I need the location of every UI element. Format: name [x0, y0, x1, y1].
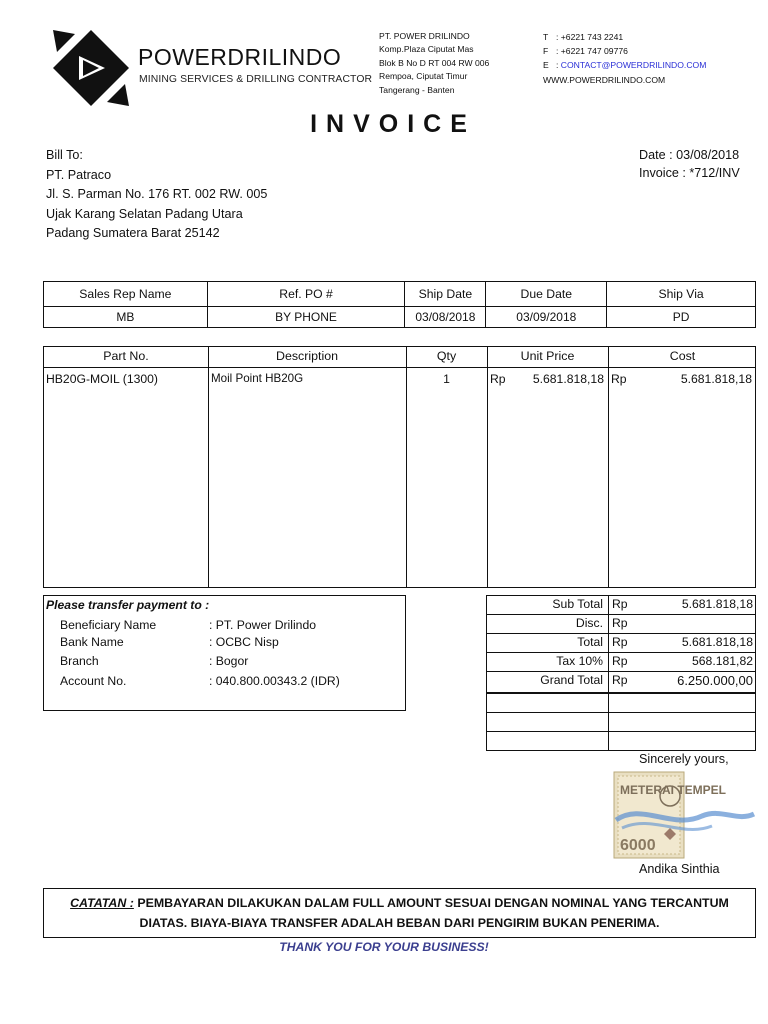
company-contacts — [543, 30, 706, 87]
column-header: Description — [276, 349, 338, 363]
invoice-number: Invoice : *712/INV — [639, 166, 740, 180]
bill-to-line: Ujak Karang Selatan Padang Utara — [46, 206, 243, 221]
signer-name: Andika Sinthia — [639, 862, 720, 876]
payment-row: Account No. : 040.800.00343.2 (IDR) — [60, 674, 340, 688]
grand-total-row: Grand Total Rp 6.250.000,00 — [487, 672, 755, 694]
bill-to-block — [46, 146, 267, 244]
subtotal-row: Sub Total Rp 5.681.818,18 — [487, 596, 755, 615]
subtotal-value: 5.681.818,18 — [681, 597, 753, 611]
payment-row: Bank Name : OCBC Nisp — [60, 635, 279, 649]
company-line: PT. POWER DRILINDO — [379, 31, 470, 41]
payment-instructions — [43, 595, 406, 711]
closing-text: Sincerely yours, — [639, 752, 729, 766]
shipping-value-row — [44, 307, 756, 328]
beneficiary-value: : PT. Power Drilindo — [209, 618, 317, 632]
column-header: Sales Rep Name — [44, 282, 208, 307]
company-line: Blok B No D RT 004 RW 006 — [379, 57, 490, 68]
column-header: Part No. — [103, 349, 149, 363]
unit-price-cell: 5.681.818,18 — [532, 372, 604, 386]
svg-text:6000: 6000 — [620, 837, 656, 854]
ref-po-value: BY PHONE — [207, 307, 405, 328]
company-line: Tangerang - Banten — [379, 84, 455, 95]
ship-date-value: 03/08/2018 — [405, 307, 486, 328]
branch-value: : Bogor — [209, 654, 249, 668]
payment-row: Branch : Bogor — [60, 654, 249, 668]
column-header: Cost — [669, 349, 696, 363]
thank-you-message: THANK YOU FOR YOUR BUSINESS! — [279, 940, 489, 954]
sales-rep-value: MB — [44, 307, 208, 328]
items-table — [43, 346, 756, 588]
revenue-stamp-icon — [612, 770, 756, 860]
due-date-value: 03/09/2018 — [486, 307, 607, 328]
company-line: Rempoa, Ciputat Timur — [379, 71, 468, 82]
column-header: Ship Via — [607, 282, 756, 307]
email-link[interactable]: CONTACT@POWERDRILINDO.COM — [560, 60, 707, 71]
payment-row: Beneficiary Name : PT. Power Drilindo — [60, 618, 317, 632]
column-header: Ref. PO # — [207, 282, 405, 307]
brand-tagline: MINING SERVICES & DRILLING CONTRACTOR — [139, 74, 373, 85]
bank-name-value: : OCBC Nisp — [209, 635, 279, 649]
column-divider — [608, 347, 609, 587]
column-divider — [208, 347, 209, 587]
note-line-2: DIATAS. BIAYA-BIAYA TRANSFER ADALAH BEBAN DARI PENGIRIM BUKAN PENERIMA. — [139, 916, 660, 930]
svg-text:METERAI TEMPEL: METERAI TEMPEL — [620, 783, 727, 797]
ship-via-value: PD — [607, 307, 756, 328]
fax-line: F : +6221 747 09776 — [543, 46, 628, 57]
column-divider — [487, 347, 488, 587]
total-row: Total Rp 5.681.818,18 — [487, 634, 755, 653]
invoice-date: Date : 03/08/2018 — [639, 148, 740, 162]
description-cell: Moil Point HB20G — [211, 372, 304, 385]
header-divider — [44, 367, 755, 368]
column-header: Unit Price — [520, 349, 575, 363]
column-header: Due Date — [486, 282, 607, 307]
part-no-cell: HB20G-MOIL (1300) — [46, 372, 158, 386]
company-logo-icon — [53, 30, 129, 106]
fax-number: : +6221 747 09776 — [556, 46, 628, 57]
company-address — [379, 30, 489, 97]
payment-title: Please transfer payment to : — [46, 598, 210, 612]
shipping-table — [43, 281, 756, 328]
brand-name: POWERDRILINDO — [138, 44, 342, 70]
column-header: Qty — [436, 349, 457, 363]
invoice-meta — [639, 146, 740, 182]
grand-total-value: 6.250.000,00 — [677, 673, 753, 688]
discount-row: Disc. Rp — [487, 615, 755, 634]
website-link[interactable]: WWW.POWERDRILINDO.COM — [543, 74, 666, 85]
note-box — [43, 888, 756, 938]
unit-currency-cell: Rp — [490, 372, 506, 386]
note-label: CATATAN : — [70, 896, 134, 910]
empty-row — [487, 732, 755, 750]
phone-line: T : +6221 743 2241 — [543, 32, 624, 42]
column-header: Ship Date — [405, 282, 486, 307]
company-line: Komp.Plaza Ciputat Mas — [379, 44, 474, 55]
account-number-value: : 040.800.00343.2 (IDR) — [209, 674, 340, 688]
empty-row — [487, 694, 755, 713]
bill-to-line: Padang Sumatera Barat 25142 — [46, 226, 220, 240]
cost-cell: 5.681.818,18 — [680, 372, 752, 386]
bill-to-line: PT. Patraco — [46, 167, 112, 182]
invoice-title: INVOICE — [310, 110, 476, 138]
phone-number: : +6221 743 2241 — [556, 32, 624, 42]
bill-to-label: Bill To: — [46, 148, 83, 162]
cost-currency-cell: Rp — [611, 372, 627, 386]
empty-row — [487, 713, 755, 732]
shipping-header-row — [44, 282, 756, 307]
note-line-1: CATATAN : PEMBAYARAN DILAKUKAN DALAM FULL AMOUNT SESUAI DENGAN NOMINAL YANG TERCANTUM — [70, 896, 729, 910]
qty-cell: 1 — [443, 372, 450, 386]
total-value: 5.681.818,18 — [681, 635, 753, 649]
email-line: E : CONTACT@POWERDRILINDO.COM — [543, 60, 707, 71]
tax-value: 568.181,82 — [692, 654, 753, 668]
tax-row: Tax 10% Rp 568.181,82 — [487, 653, 755, 672]
totals-table — [486, 595, 756, 751]
bill-to-line: Jl. S. Parman No. 176 RT. 002 RW. 005 — [46, 187, 268, 201]
